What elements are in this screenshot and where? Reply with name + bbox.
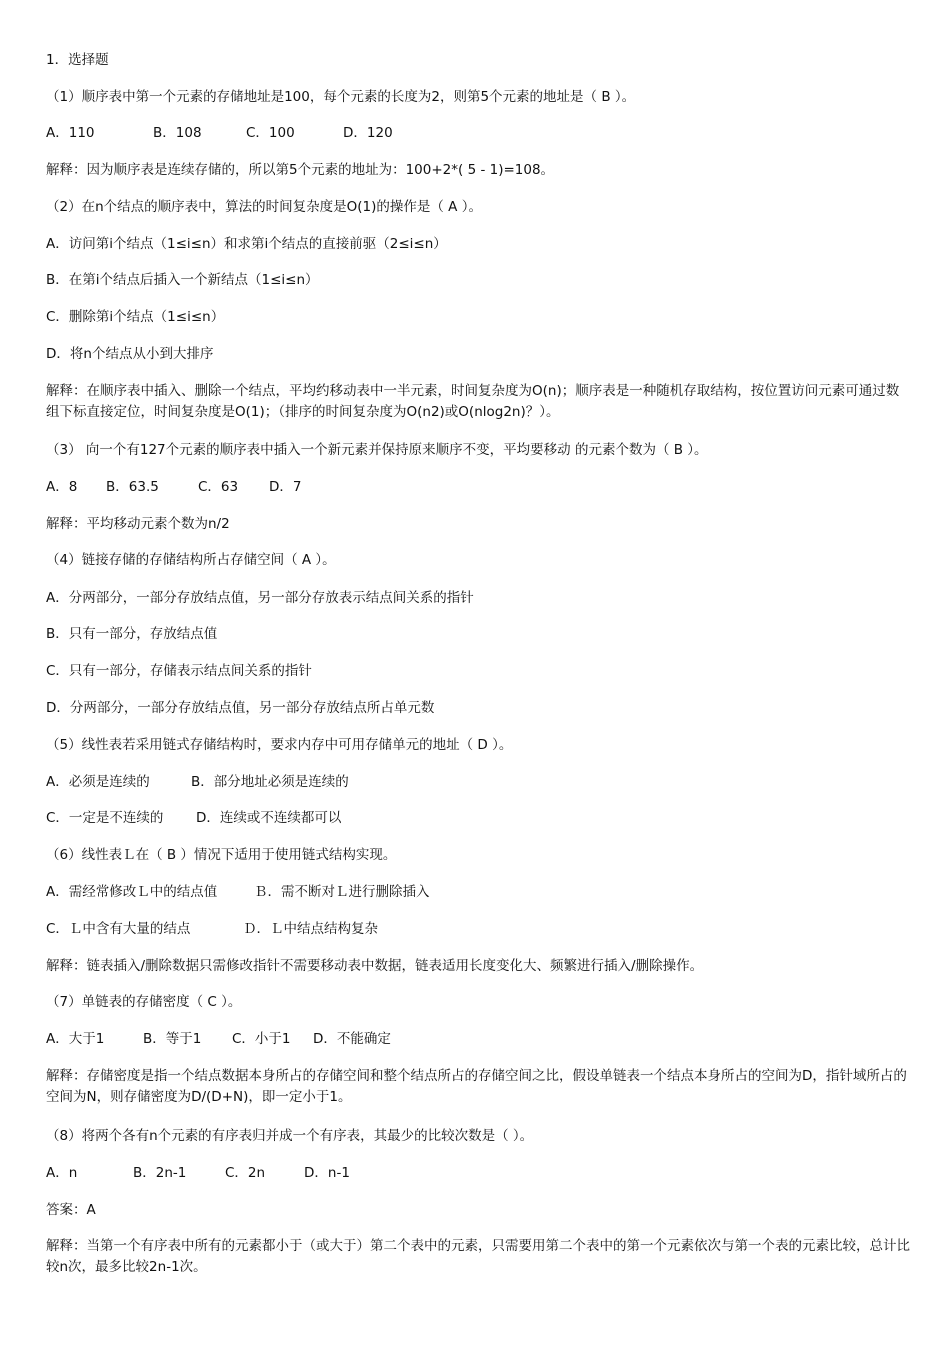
question-3-option-c: C．63 bbox=[198, 479, 239, 495]
question-7-option-b: B．等于1 bbox=[143, 1031, 202, 1047]
question-3-options bbox=[46, 478, 301, 496]
question-1-option-c: C．100 bbox=[246, 125, 295, 141]
question-8-option-d: D．n-1 bbox=[304, 1165, 350, 1181]
question-5-option-b: B．部分地址必须是连续的 bbox=[191, 774, 349, 790]
question-3-explanation: 解释：平均移动元素个数为n/2 bbox=[46, 516, 230, 532]
question-7-options bbox=[46, 1030, 391, 1048]
question-8-explanation: 解释：当第一个有序表中所有的元素都小于（或大于）第二个表中的元素，只需要用第二个表中的第一个元素依次与第一个表的元素比较，总计比较n次，最多比较2n-1次。 bbox=[46, 1238, 910, 1275]
question-4-option-b: B．只有一部分，存放结点值 bbox=[46, 626, 218, 642]
question-3-option-d: D．7 bbox=[269, 479, 302, 495]
question-5-options-ab bbox=[46, 773, 349, 791]
question-4-option-c: C．只有一部分，存储表示结点间关系的指针 bbox=[46, 663, 312, 679]
question-6-option-a: A．需经常修改Ｌ中的结点值 bbox=[46, 884, 218, 900]
question-8-answer: 答案：A bbox=[46, 1202, 96, 1218]
question-8-option-b: B．2n-1 bbox=[133, 1165, 187, 1181]
question-3-option-b: B．63.5 bbox=[106, 479, 159, 495]
question-1-stem: （1）顺序表中第一个元素的存储地址是100，每个元素的长度为2，则第5个元素的地址是（ B ）。 bbox=[46, 89, 636, 105]
question-6-options-ab bbox=[46, 883, 430, 901]
question-2-explanation: 解释：在顺序表中插入、删除一个结点，平均约移动表中一半元素，时间复杂度为O(n)；顺序表是一种随机存取结构，按位置访问元素可通过数组下标直接定位，时间复杂度是O(1)；（排序的时间复杂度为O(n2)或O(nlog2n)？）。 bbox=[46, 383, 900, 420]
question-2-option-d: D．将n个结点从小到大排序 bbox=[46, 346, 214, 362]
question-7-option-a: A．大于1 bbox=[46, 1031, 105, 1047]
question-6-stem: （6）线性表Ｌ在（ B ）情况下适用于使用链式结构实现。 bbox=[46, 847, 397, 863]
question-7-explanation: 解释：存储密度是指一个结点数据本身所占的存储空间和整个结点所占的存储空间之比，假设单链表一个结点本身所占的空间为D，指针域所占的空间为N，则存储密度为D/(D+N)，即一定小于1。 bbox=[46, 1068, 907, 1105]
question-8-options bbox=[46, 1164, 350, 1182]
question-1-option-a: A．110 bbox=[46, 125, 95, 141]
question-5-stem: （5）线性表若采用链式存储结构时，要求内存中可用存储单元的地址（ D ）。 bbox=[46, 737, 513, 753]
question-2-option-a: A．访问第i个结点（1≤i≤n）和求第i个结点的直接前驱（2≤i≤n） bbox=[46, 236, 447, 252]
question-1-option-d: D．120 bbox=[343, 125, 393, 141]
question-8-option-a: A．n bbox=[46, 1165, 78, 1181]
question-5-options-cd bbox=[46, 809, 341, 827]
question-7-option-d: D．不能确定 bbox=[313, 1031, 391, 1047]
question-5-option-d: D．连续或不连续都可以 bbox=[196, 810, 342, 826]
question-1-option-b: B．108 bbox=[153, 125, 202, 141]
section-title: 1．选择题 bbox=[46, 52, 109, 68]
question-7-option-c: C．小于1 bbox=[232, 1031, 291, 1047]
question-5-option-c: C．一定是不连续的 bbox=[46, 810, 164, 826]
question-2-stem: （2）在n个结点的顺序表中，算法的时间复杂度是O(1)的操作是（ A ）。 bbox=[46, 199, 482, 215]
question-1-options bbox=[46, 124, 393, 142]
question-2-option-c: C．删除第i个结点（1≤i≤n） bbox=[46, 309, 225, 325]
question-2-option-b: B．在第i个结点后插入一个新结点（1≤i≤n） bbox=[46, 272, 319, 288]
question-6-options-cd bbox=[46, 920, 378, 938]
question-6-option-d: Ｄ．Ｌ中结点结构复杂 bbox=[243, 921, 378, 937]
question-6-option-c: C．Ｌ中含有大量的结点 bbox=[46, 921, 191, 937]
question-3-stem: （3） 向一个有127个元素的顺序表中插入一个新元素并保持原来顺序不变，平均要移动 的元素个数为（ B ）。 bbox=[46, 442, 708, 458]
question-7-stem: （7）单链表的存储密度（ C ）。 bbox=[46, 994, 242, 1010]
question-4-option-d: D．分两部分，一部分存放结点值，另一部分存放结点所占单元数 bbox=[46, 700, 435, 716]
question-5-option-a: A．必须是连续的 bbox=[46, 774, 150, 790]
question-6-explanation: 解释：链表插入/删除数据只需修改指针不需要移动表中数据，链表适用长度变化大、频繁进行插入/删除操作。 bbox=[46, 958, 704, 974]
question-8-stem: （8）将两个各有n个元素的有序表归并成一个有序表，其最少的比较次数是（ ）。 bbox=[46, 1128, 534, 1144]
question-3-option-a: A．8 bbox=[46, 479, 78, 495]
question-4-stem: （4）链接存储的存储结构所占存储空间（ A ）。 bbox=[46, 552, 336, 568]
question-1-explanation: 解释：因为顺序表是连续存储的，所以第5个元素的地址为：100+2*( 5 - 1)=108。 bbox=[46, 162, 555, 178]
question-8-option-c: C．2n bbox=[225, 1165, 266, 1181]
question-6-option-b: Ｂ．需不断对Ｌ进行删除插入 bbox=[254, 884, 430, 900]
question-4-option-a: A．分两部分，一部分存放结点值，另一部分存放表示结点间关系的指针 bbox=[46, 590, 474, 606]
